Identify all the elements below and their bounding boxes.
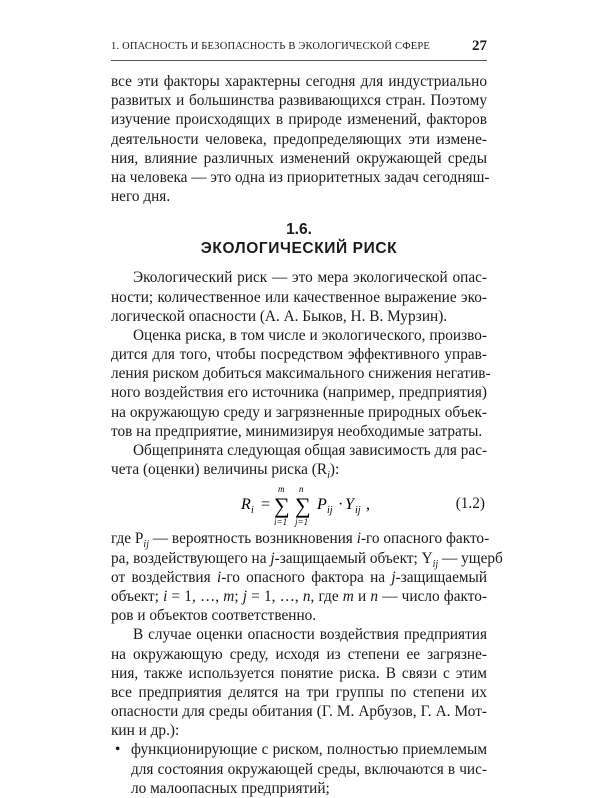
formula-dot: · <box>338 496 344 514</box>
text-line: В случае оценки опасности воздействия предприятия <box>133 626 487 644</box>
formula-sum-2-bottom: j=1 <box>295 517 309 528</box>
text-line: чета (оценки) величины риска $(R_i)$: <box>111 461 340 482</box>
formula-lhs-sub: i <box>251 505 254 517</box>
text-line: ного воздействия его источника (например, предприятия) <box>111 384 487 402</box>
formula-comma: , <box>366 496 370 514</box>
text-line: ления риском добиться максимального снижения негатив- <box>111 365 491 383</box>
text-line: ности; количественное или качественное выражение эко- <box>111 288 487 306</box>
formula-y: Y <box>345 496 354 514</box>
text-line: логической опасности (А. А. Быков, Н. В. Мурзин). <box>111 307 448 325</box>
text-line: на человека — это одна из приоритетных задач сегодняш- <box>111 168 490 186</box>
running-head: 1. ОПАСНОСТЬ И БЕЗОПАСНОСТЬ В ЭКОЛОГИЧЕСКОЙ СФЕРЕ <box>111 41 430 52</box>
section-number: 1.6. <box>286 221 312 239</box>
list-item-continuation: для состояния окружающей среды, включаются в чис- <box>131 760 487 778</box>
formula-row <box>111 481 487 528</box>
formula-sum-1-bottom: i=1 <box>274 517 288 528</box>
text-line: ра, воздействующего на j-защищаемый объект; $Y_{ij}$ — ущерб <box>111 549 503 570</box>
page-header <box>111 38 487 58</box>
text-line: Общепринята следующая общая зависимость для рас- <box>133 442 488 459</box>
text-line: на окружающую среду и загрязненные природных объек- <box>111 403 487 421</box>
formula-p-sub: ij <box>327 505 333 517</box>
bullet-icon: • <box>115 741 121 759</box>
paragraph-assessment <box>111 326 491 441</box>
text-line: от воздействия i-го опасного фактора на j-защищаемый <box>111 568 488 586</box>
text-line: деятельности человека, предопределяющих эти измене- <box>111 130 487 148</box>
list-item-continuation: ло малоопасных предприятий; <box>131 779 330 797</box>
text-line: ния, также используется понятие риска. В связи с этим <box>111 664 487 682</box>
text-line: все предприятия делятся на три группы по степени их <box>111 683 487 701</box>
text-line: где $P_{ij}$ — вероятность возникновения i-го опасного факто- <box>111 530 490 551</box>
formula-equals: = <box>261 496 271 514</box>
text-line: ров и объектов соответственно. <box>111 607 317 625</box>
paragraph-groups <box>111 625 487 740</box>
risk-formula <box>241 485 421 527</box>
formula-y-sub: ij <box>355 505 361 517</box>
formula-p: P <box>317 496 327 514</box>
text-line: изучение происходящих в природе изменений, факторов <box>111 111 487 129</box>
paragraph-definition <box>111 268 487 326</box>
text-line: Экологический риск — это мера экологической опас- <box>133 269 487 287</box>
text-line: объект; i = 1, …, m; j = 1, …, n, где m и n — число факто- <box>111 587 487 605</box>
text-line: Оценка риска, в том числе и экологического, произво- <box>133 326 487 344</box>
paragraph-formula-intro <box>111 441 488 482</box>
formula-lhs: R <box>241 496 251 514</box>
text-line: дится для того, чтобы посредством эффективного управ- <box>111 346 487 364</box>
text-line: ния, влияние различных изменений окружающей среды <box>111 149 487 167</box>
formula-sum-1-top: m <box>278 485 285 495</box>
sum-symbol-2: ∑ <box>295 493 311 519</box>
bullet-list <box>111 740 487 798</box>
header-rule <box>111 60 487 61</box>
text-line: на окружающую среду, исходя из степени ее загрязне- <box>111 645 487 663</box>
text-line: все эти факторы характерны сегодня для индустриально <box>111 73 487 90</box>
formula-number: (1.2) <box>455 495 485 513</box>
page-number: 27 <box>472 38 487 54</box>
page-body <box>111 72 503 798</box>
paragraph-where <box>111 529 503 625</box>
text-line: него дня. <box>111 188 171 206</box>
paragraph-intro <box>111 72 490 206</box>
text-line: кин и др.): <box>111 722 180 740</box>
sum-symbol-1: ∑ <box>274 493 290 519</box>
text-line: тов на предприятие, минимизируя необходимые затраты. <box>111 422 483 440</box>
section-heading: ЭКОЛОГИЧЕСКИЙ РИСК <box>200 240 398 258</box>
text-line: опасности для среды обитания (Г. М. Арбузов, Г. А. Мот- <box>111 703 487 721</box>
text-line: развитых и большинства развивающихся стран. Поэтому <box>111 92 487 110</box>
formula-sum-2-top: n <box>299 485 304 495</box>
list-item: • функционирующие с риском, полностью приемлемым <box>115 741 487 759</box>
